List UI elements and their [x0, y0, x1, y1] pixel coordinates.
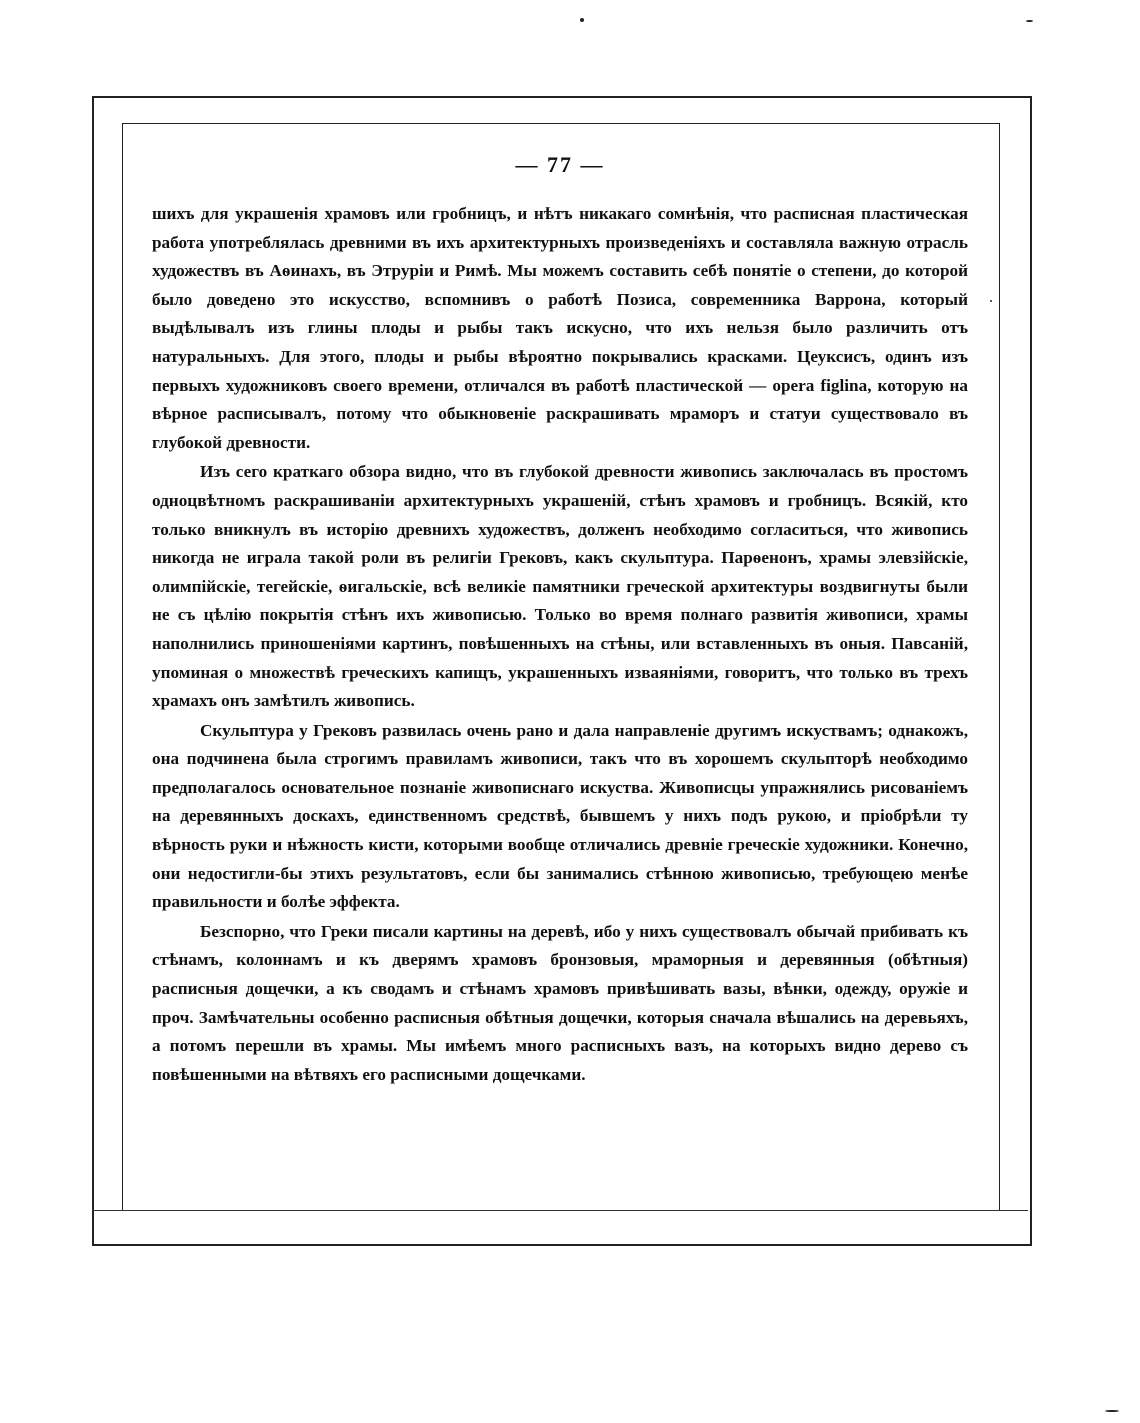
- paragraph: Безспорно, что Греки писали картины на деревѣ, ибо у нихъ существовалъ обычай прибивать къ стѣнамъ, колоннамъ и къ дверямъ храмовъ бронзовыя, мраморныя и деревянныя (обѣтныя) расписныя дощечки, а къ сводамъ и стѣнамъ храмовъ привѣшивать вазы, вѣнки, одежду, оружіе и проч. Замѣчательны особенно расписныя обѣтныя дощечки, которыя сначала вѣшались на деревьяхъ, а потомъ перешли въ храмы. Мы имѣемъ много расписныхъ вазъ, на которыхъ видно дерево съ повѣшенными на вѣтвяхъ его расписными дощечками.: [152, 921, 968, 1084]
- print-speck: [1026, 20, 1033, 22]
- paragraph: Изъ сего краткаго обзора видно, что въ глубокой древности живопись заключалась въ простомъ одноцвѣтномъ раскрашиваніи архитектурныхъ украшеній, стѣнъ храмовъ и гробницъ. Всякій, кто только вникнулъ въ исторію древнихъ художествъ, долженъ необходимо согласиться, что живопись никогда не играла такой роли въ религіи Грековъ, какъ скульптура. Парѳенонъ, храмы элевзійскіе, олимпійскіе, тегейскіе, ѳигальскіе, всѣ великіе памятники греческой архитектуры воздвигнуты были не съ цѣлію покрытія стѣнъ ихъ живописью. Только во время полнаго развитія живописи, храмы наполнились приношеніями картинъ, повѣшенныхъ на стѣны, или вставленныхъ въ оныя. Павсаній, упоминая о множествѣ греческихъ капищъ, украшенныхъ изваяніями, говоритъ, что только въ трехъ храмахъ онъ замѣтилъ живопись.: [152, 462, 968, 711]
- print-speck: [990, 300, 992, 302]
- paragraph-continuation: шихъ для украшенія храмовъ или гробницъ, и нѣтъ никакаго сомнѣнія, что расписная пластическая работа употреблялась древними въ ихъ архитектурныхъ произведеніяхъ и составляла важную отрасль художествъ въ Аѳинахъ, въ Этруріи и Римѣ. Мы можемъ составить себѣ понятіе о степени, до которой было доведено это искусство, вспомнивъ о работѣ Позиса, современника Варрона, который выдѣлывалъ изъ глины плоды и рыбы такъ искусно, что ихъ нельзя было различить отъ натуральныхъ. Для этого, плоды и рыбы вѣроятно покрывались красками. Цеуксисъ, одинъ изъ первыхъ художниковъ своего времени, отличался въ работѣ пластической — opera figlina, которую на вѣрное расписывалъ, потому что обыкновеніе раскрашивать мраморъ и статуи существовало въ глубокой древности.: [152, 204, 968, 452]
- print-speck: [580, 18, 584, 22]
- paragraph: Скульптура у Грековъ развилась очень рано и дала направленіе другимъ искуствамъ; однакожъ, она подчинена была строгимъ правиламъ живописи, такъ что въ хорошемъ скульпторѣ необходимо предполагалось основательное познаніе живописнаго искуства. Живописцы упражнялись рисованіемъ на деревянныхъ доскахъ, единственномъ средствѣ, бывшемъ у нихъ подъ рукою, и пріобрѣли ту вѣрность руки и нѣжность кисти, которыми вообще отличались древніе греческіе художники. Конечно, они недостигли-бы этихъ результатовъ, если бы занимались стѣнною живописью, требующею менѣе правильности и болѣе эффекта.: [152, 720, 968, 912]
- print-speck: [1105, 1410, 1119, 1412]
- page-number: — 77 —: [515, 152, 605, 177]
- page-content: [152, 150, 968, 1089]
- bottom-rule: [92, 1210, 1028, 1211]
